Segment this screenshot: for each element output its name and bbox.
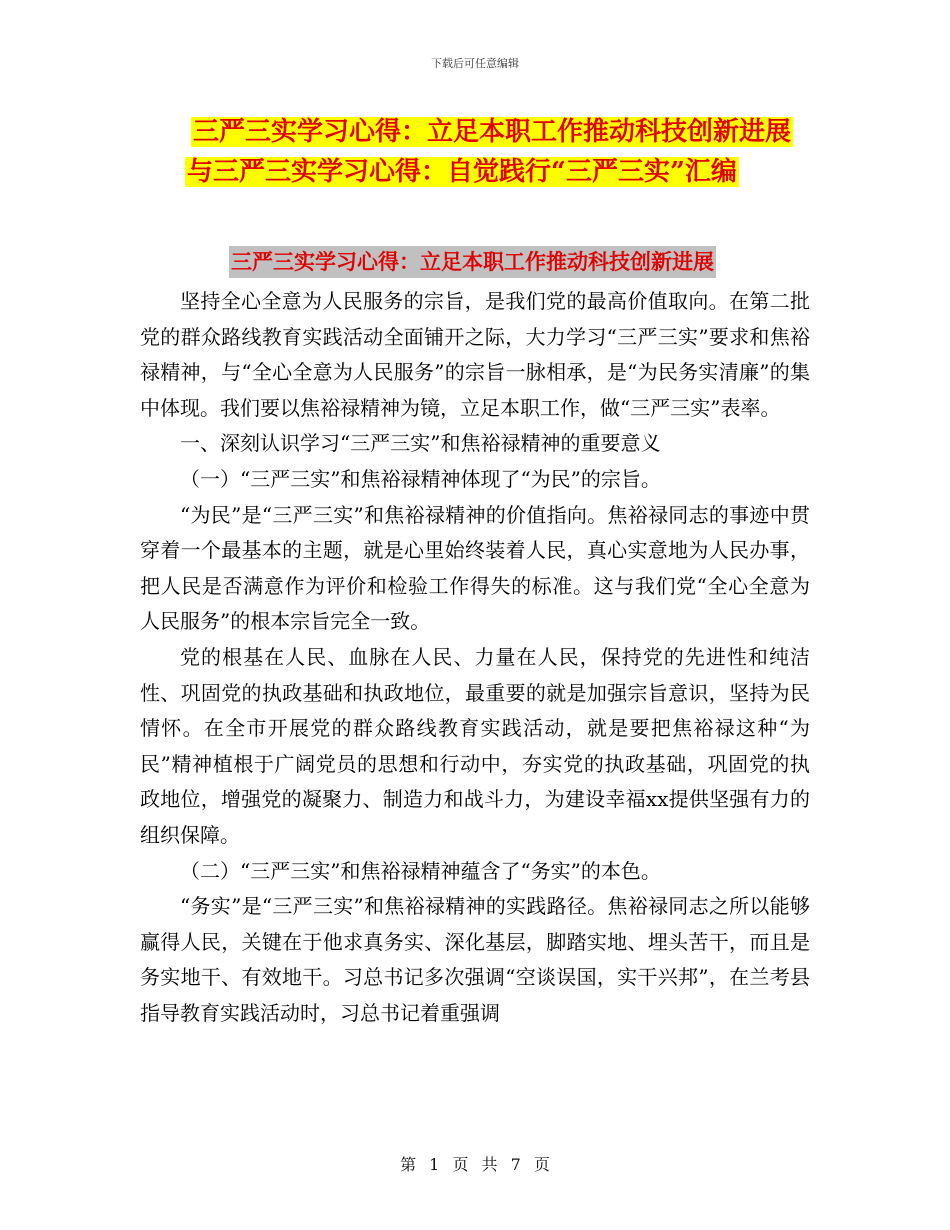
- paragraph-2: “为民”是“三严三实”和焦裕禄精神的价值指向。焦裕禄同志的事迹中贯穿着一个最基本的主题，就是心里始终装着人民，真心实意地为人民办事，把人民是否满意作为评价和检验工作得失的标准。这与我们党“全心全意为人民服务”的根本宗旨完全一致。: [140, 502, 810, 634]
- title-line-1: [0, 112, 950, 152]
- paragraph-1: 坚持全心全意为人民服务的宗旨，是我们党的最高价值取向。在第二批党的群众路线教育实践活动全面铺开之际，大力学习“三严三实”要求和焦裕禄精神，与“全心全意为人民服务”的宗旨一脉相承，是“为民务实清廉”的集中体现。我们要以焦裕禄精神为镜，立足本职工作，做“三严三实”表率。: [140, 289, 810, 420]
- subheading-2: （二）“三严三实”和焦裕禄精神蕴含了“务实”的本色。: [180, 858, 661, 883]
- paragraph-3: 党的根基在人民、血脉在人民、力量在人民，保持党的先进性和纯洁性、巩固党的执政基础和执政地位，最重要的就是加强宗旨意识，坚持为民情怀。在全市开展党的群众路线教育实践活动，就是要把焦裕禄这种“为民”精神植根于广阔党员的思想和行动中，夯实党的执政基础，巩固党的执政地位，增强党的凝聚力、制造力和战斗力，为建设幸福xx提供坚强有力的组织保障。: [140, 644, 810, 847]
- document-title: [0, 112, 950, 192]
- document-body: [140, 284, 810, 1031]
- title-line-2-text: 与三严三实学习心得：自觉践行“三严三实”汇编: [187, 157, 737, 187]
- subheading-1: （一）“三严三实”和焦裕禄精神体现了“为民”的宗旨。: [180, 466, 661, 491]
- title-line-1-text: 三严三实学习心得：立足本职工作推动科技创新进展: [193, 117, 792, 147]
- heading-1: 一、深刻认识学习“三严三实”和焦裕禄精神的重要意义: [180, 431, 661, 456]
- section-title: 三严三实学习心得：立足本职工作推动科技创新进展: [229, 246, 716, 278]
- page-header-note: 下载后可任意编辑: [431, 57, 519, 70]
- page-number-footer: 第 1 页 共 7 页: [400, 1155, 550, 1174]
- title-line-2: [0, 152, 950, 192]
- paragraph-4: “务实”是“三严三实”和焦裕禄精神的实践路径。焦裕禄同志之所以能够赢得人民，关键在于他求真务实、深化基层，脚踏实地、埋头苦干，而且是务实地干、有效地干。习总书记多次强调“空谈误国，实干兴邦”，在兰考县指导教育实践活动时，习总书记着重强调: [140, 894, 810, 1025]
